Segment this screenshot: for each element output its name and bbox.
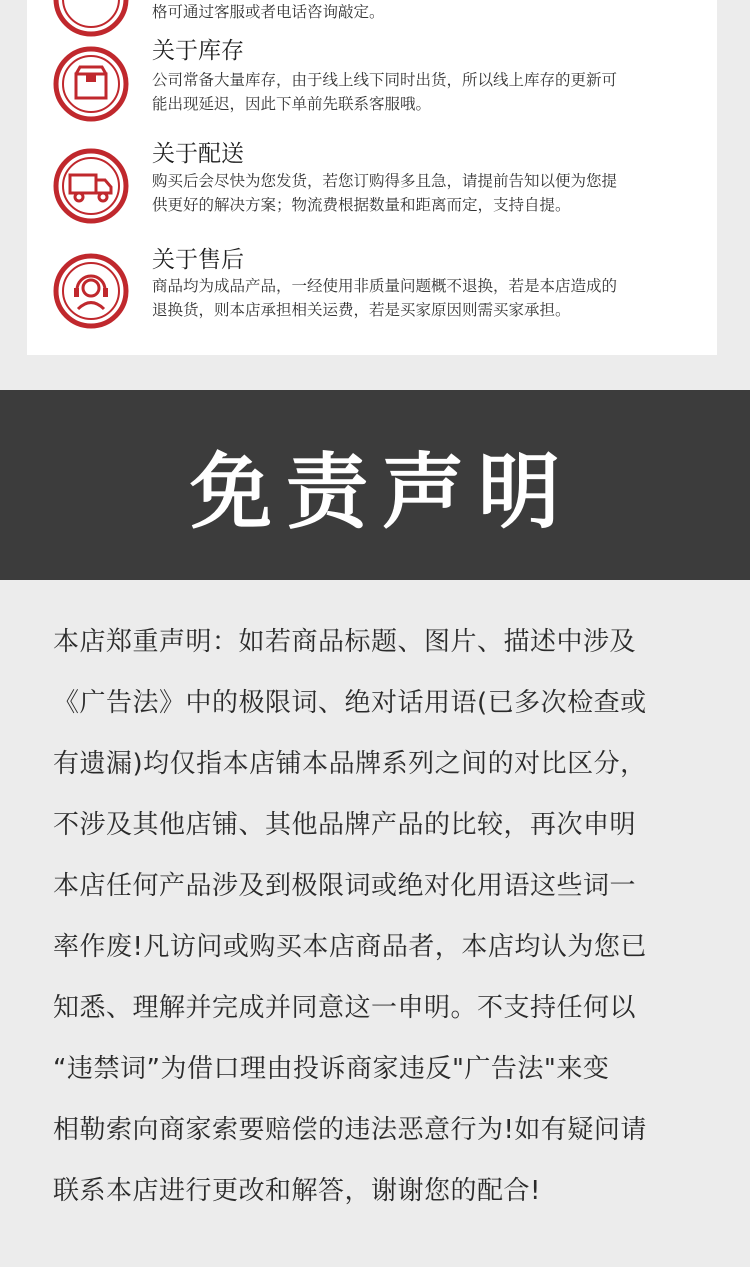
banner-title: 免责声明 [189,444,574,540]
desc-line: 能出现延迟，因此下单前先联系客服哦。 [152,95,432,113]
statement-line: 有遗漏)均仅指本店铺本品牌系列之间的对比区分， [53,749,647,779]
statement-line: 不涉及其他店铺、其他品牌产品的比较，再次申明 [53,810,637,840]
info-item-desc [152,169,707,217]
info-item-desc [152,68,707,116]
desc-line: 购买后会尽快为您发货，若您订购得多且急，请提前告知以便为您提 [152,172,618,190]
statement-line: 知悉、理解并完成并同意这一申明。不支持任何以 [53,993,637,1023]
disclaimer-statement [53,612,713,1222]
truck-icon [52,147,130,225]
statement-line: 本店郑重声明：如若商品标题、图片、描述中涉及 [53,627,637,657]
statement-line: “违禁词”为借口理由投诉商家违反"广告法"来变 [53,1054,610,1084]
statement-line: 《广告法》中的极限词、绝对话用语(已多次检查或 [53,688,647,718]
info-item-title: 关于库存 [152,38,244,64]
headset-icon [52,252,130,330]
statement-line: 本店任何产品涉及到极限词或绝对化用语这些词一 [53,871,637,901]
info-item-title: 关于售后 [152,247,244,273]
box-icon [52,45,130,123]
desc-line: 商品均为成品产品，一经使用非质量问题概不退换，若是本店造成的 [152,277,618,295]
top-clipped-text: 格可通过客服或者电话咨询敲定。 [152,3,385,21]
desc-line: 公司常备大量库存，由于线上线下同时出货，所以线上库存的更新可 [152,71,618,89]
statement-line: 率作废!凡访问或购买本店商品者，本店均认为您已 [53,932,647,962]
info-card [27,0,717,355]
top-clipped-icon [52,0,130,38]
desc-line: 退换货，则本店承担相关运费，若是买家原因则需买家承担。 [152,301,571,319]
desc-line: 供更好的解决方案；物流费根据数量和距离而定，支持自提。 [152,196,571,214]
statement-line: 相勒索向商家索要赔偿的违法恶意行为!如有疑问请 [53,1115,647,1145]
info-item-desc [152,274,707,322]
info-section [0,0,750,390]
statement-line: 联系本店进行更改和解答，谢谢您的配合! [53,1176,541,1206]
info-item-title: 关于配送 [152,141,244,167]
disclaimer-banner [0,390,750,580]
